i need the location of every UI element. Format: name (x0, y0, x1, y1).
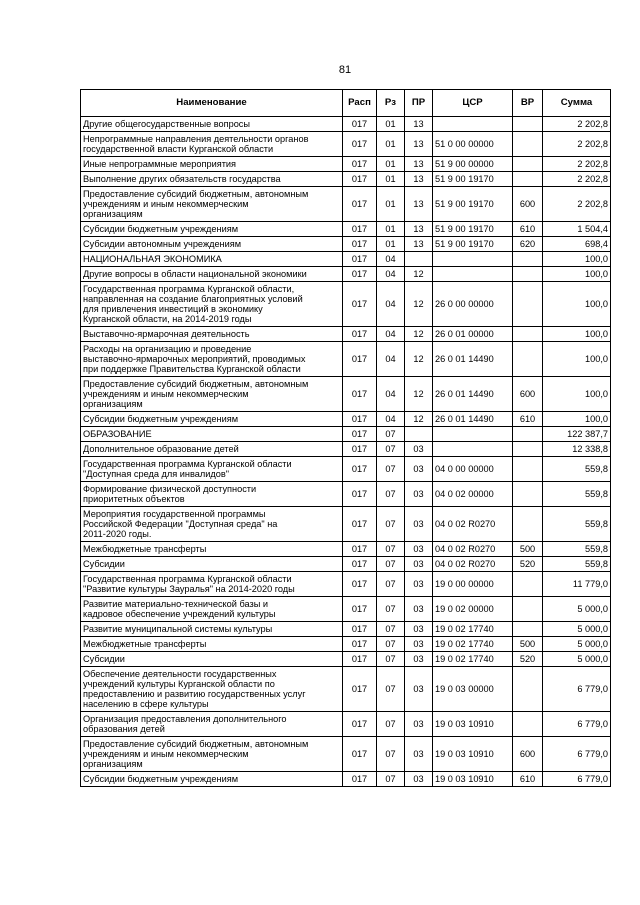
cell-csr (433, 117, 513, 132)
cell-vr (513, 252, 543, 267)
cell-csr: 51 9 00 19170 (433, 172, 513, 187)
cell-csr: 26 0 01 14490 (433, 412, 513, 427)
cell-pr: 03 (405, 667, 433, 712)
cell-rasp: 017 (343, 772, 377, 787)
cell-csr: 51 9 00 19170 (433, 187, 513, 222)
cell-sum: 5 000,0 (543, 652, 611, 667)
table-row (81, 557, 611, 572)
cell-rasp: 017 (343, 282, 377, 327)
cell-rasp: 017 (343, 737, 377, 772)
table-row (81, 572, 611, 597)
cell-name: Расходы на организацию и проведение выставочно-ярмарочных мероприятий, проводимых при поддержке Правительства Курганской области (81, 342, 343, 377)
cell-vr (513, 157, 543, 172)
cell-name: Обеспечение деятельности государственных учреждений культуры Курганской области по предоставлению и развитию государственных услуг населению в сфере культуры (81, 667, 343, 712)
cell-rz: 01 (377, 172, 405, 187)
column-header-name: Наименование (81, 90, 343, 117)
cell-vr: 610 (513, 772, 543, 787)
cell-rasp: 017 (343, 597, 377, 622)
cell-rz: 04 (377, 252, 405, 267)
table-row (81, 482, 611, 507)
table-row (81, 412, 611, 427)
cell-vr (513, 282, 543, 327)
table-row (81, 282, 611, 327)
cell-rasp: 017 (343, 267, 377, 282)
cell-name: Развитие муниципальной системы культуры (81, 622, 343, 637)
table-row (81, 252, 611, 267)
cell-sum: 5 000,0 (543, 597, 611, 622)
cell-csr: 19 0 03 10910 (433, 737, 513, 772)
cell-rasp: 017 (343, 132, 377, 157)
cell-sum: 559,8 (543, 557, 611, 572)
cell-csr: 04 0 02 R0270 (433, 542, 513, 557)
cell-name: Развитие материально-технической базы и кадровое обеспечение учреждений культуры (81, 597, 343, 622)
cell-vr: 600 (513, 377, 543, 412)
cell-pr: 12 (405, 282, 433, 327)
table-row (81, 457, 611, 482)
table-row (81, 377, 611, 412)
cell-sum: 6 779,0 (543, 737, 611, 772)
cell-rz: 07 (377, 482, 405, 507)
cell-rz: 07 (377, 557, 405, 572)
cell-rz: 01 (377, 237, 405, 252)
cell-pr: 13 (405, 222, 433, 237)
cell-vr: 610 (513, 412, 543, 427)
table-body (81, 117, 611, 787)
cell-name: Предоставление субсидий бюджетным, автономным учреждениям и иным некоммерческим организациям (81, 187, 343, 222)
cell-pr: 12 (405, 342, 433, 377)
cell-pr: 12 (405, 412, 433, 427)
cell-sum: 559,8 (543, 457, 611, 482)
cell-name: Формирование физической доступности приоритетных объектов (81, 482, 343, 507)
cell-pr: 03 (405, 557, 433, 572)
cell-rz: 07 (377, 542, 405, 557)
cell-rasp: 017 (343, 237, 377, 252)
cell-rz: 04 (377, 327, 405, 342)
cell-name: Мероприятия государственной программы Российской Федерации "Доступная среда" на 2011-2020 годы. (81, 507, 343, 542)
cell-vr: 600 (513, 187, 543, 222)
cell-sum: 100,0 (543, 252, 611, 267)
cell-rz: 01 (377, 132, 405, 157)
table-row (81, 772, 611, 787)
cell-rz: 04 (377, 412, 405, 427)
cell-vr (513, 457, 543, 482)
table-row (81, 507, 611, 542)
cell-csr (433, 442, 513, 457)
cell-sum: 100,0 (543, 342, 611, 377)
table-row (81, 132, 611, 157)
cell-vr (513, 482, 543, 507)
cell-sum: 5 000,0 (543, 637, 611, 652)
cell-pr (405, 427, 433, 442)
cell-pr: 13 (405, 157, 433, 172)
cell-name: Субсидии (81, 652, 343, 667)
cell-rz: 07 (377, 712, 405, 737)
cell-vr: 500 (513, 637, 543, 652)
cell-rz: 04 (377, 267, 405, 282)
cell-csr: 19 0 02 17740 (433, 652, 513, 667)
cell-vr: 620 (513, 237, 543, 252)
cell-rasp: 017 (343, 637, 377, 652)
table-row (81, 667, 611, 712)
cell-sum: 100,0 (543, 412, 611, 427)
cell-pr: 13 (405, 187, 433, 222)
cell-csr (433, 252, 513, 267)
cell-csr: 19 0 03 10910 (433, 712, 513, 737)
cell-pr: 03 (405, 442, 433, 457)
cell-sum: 2 202,8 (543, 157, 611, 172)
table-row (81, 427, 611, 442)
cell-sum: 2 202,8 (543, 187, 611, 222)
cell-sum: 559,8 (543, 542, 611, 557)
cell-pr: 13 (405, 172, 433, 187)
cell-csr: 26 0 00 00000 (433, 282, 513, 327)
cell-name: Государственная программа Курганской области "Развитие культуры Зауралья" на 2014-2020 годы (81, 572, 343, 597)
cell-name: Межбюджетные трансферты (81, 542, 343, 557)
cell-vr (513, 132, 543, 157)
cell-rz: 07 (377, 622, 405, 637)
cell-name: НАЦИОНАЛЬНАЯ ЭКОНОМИКА (81, 252, 343, 267)
cell-rz: 01 (377, 187, 405, 222)
cell-sum: 100,0 (543, 267, 611, 282)
cell-rasp: 017 (343, 667, 377, 712)
cell-name: Субсидии бюджетным учреждениям (81, 772, 343, 787)
cell-pr (405, 252, 433, 267)
table-row (81, 157, 611, 172)
cell-name: Другие вопросы в области национальной экономики (81, 267, 343, 282)
cell-csr: 04 0 02 R0270 (433, 507, 513, 542)
cell-rz: 04 (377, 377, 405, 412)
cell-csr: 04 0 02 R0270 (433, 557, 513, 572)
cell-sum: 6 779,0 (543, 712, 611, 737)
cell-pr: 03 (405, 482, 433, 507)
cell-vr (513, 622, 543, 637)
cell-pr: 13 (405, 132, 433, 157)
cell-sum: 6 779,0 (543, 772, 611, 787)
cell-vr (513, 712, 543, 737)
cell-pr: 13 (405, 117, 433, 132)
cell-sum: 2 202,8 (543, 172, 611, 187)
cell-name: Выполнение других обязательств государства (81, 172, 343, 187)
cell-rasp: 017 (343, 377, 377, 412)
table-row (81, 172, 611, 187)
cell-vr: 600 (513, 737, 543, 772)
cell-csr: 19 0 00 00000 (433, 572, 513, 597)
cell-csr: 19 0 03 10910 (433, 772, 513, 787)
cell-csr: 51 9 00 19170 (433, 222, 513, 237)
cell-rasp: 017 (343, 187, 377, 222)
table-row (81, 237, 611, 252)
cell-csr: 04 0 00 00000 (433, 457, 513, 482)
cell-sum: 698,4 (543, 237, 611, 252)
cell-rz: 07 (377, 772, 405, 787)
table-row (81, 222, 611, 237)
cell-vr (513, 442, 543, 457)
cell-rz: 07 (377, 572, 405, 597)
cell-vr: 520 (513, 652, 543, 667)
cell-sum: 122 387,7 (543, 427, 611, 442)
cell-rasp: 017 (343, 652, 377, 667)
cell-pr: 03 (405, 572, 433, 597)
column-header-sum: Сумма (543, 90, 611, 117)
table-row (81, 342, 611, 377)
cell-rasp: 017 (343, 442, 377, 457)
cell-rasp: 017 (343, 327, 377, 342)
cell-rz: 01 (377, 157, 405, 172)
table-row (81, 597, 611, 622)
page-number: 81 (338, 64, 352, 76)
cell-csr: 26 0 01 14490 (433, 342, 513, 377)
cell-pr: 03 (405, 597, 433, 622)
cell-rasp: 017 (343, 222, 377, 237)
cell-vr (513, 342, 543, 377)
cell-pr: 03 (405, 622, 433, 637)
cell-vr: 500 (513, 542, 543, 557)
cell-rasp: 017 (343, 172, 377, 187)
table-row (81, 652, 611, 667)
cell-name: Государственная программа Курганской области, направленная на создание благоприятных условий для привлечения инвестиций в экономику Курганской области, на 2014-2019 годы (81, 282, 343, 327)
table-row (81, 442, 611, 457)
cell-vr (513, 507, 543, 542)
cell-rasp: 017 (343, 712, 377, 737)
cell-pr: 12 (405, 267, 433, 282)
table-row (81, 187, 611, 222)
cell-pr: 12 (405, 377, 433, 412)
cell-vr (513, 117, 543, 132)
cell-pr: 03 (405, 712, 433, 737)
cell-rz: 07 (377, 457, 405, 482)
cell-rz: 07 (377, 442, 405, 457)
budget-table (80, 89, 611, 787)
cell-name: Государственная программа Курганской области "Доступная среда для инвалидов" (81, 457, 343, 482)
cell-pr: 03 (405, 637, 433, 652)
cell-rz: 07 (377, 737, 405, 772)
column-header-rz: Рз (377, 90, 405, 117)
cell-name: ОБРАЗОВАНИЕ (81, 427, 343, 442)
cell-csr: 19 0 02 17740 (433, 622, 513, 637)
cell-csr: 26 0 01 00000 (433, 327, 513, 342)
cell-rasp: 017 (343, 412, 377, 427)
cell-rz: 07 (377, 597, 405, 622)
cell-rasp: 017 (343, 457, 377, 482)
cell-pr: 03 (405, 772, 433, 787)
cell-pr: 03 (405, 507, 433, 542)
cell-csr: 51 0 00 00000 (433, 132, 513, 157)
table-row (81, 267, 611, 282)
table-row (81, 117, 611, 132)
cell-name: Субсидии (81, 557, 343, 572)
cell-rasp: 017 (343, 542, 377, 557)
cell-rasp: 017 (343, 252, 377, 267)
cell-rz: 04 (377, 282, 405, 327)
cell-csr: 04 0 02 00000 (433, 482, 513, 507)
cell-csr: 19 0 02 00000 (433, 597, 513, 622)
cell-csr: 26 0 01 14490 (433, 377, 513, 412)
cell-name: Дополнительное образование детей (81, 442, 343, 457)
cell-vr (513, 172, 543, 187)
cell-sum: 1 504,4 (543, 222, 611, 237)
cell-vr (513, 597, 543, 622)
cell-rz: 07 (377, 637, 405, 652)
cell-sum: 2 202,8 (543, 132, 611, 157)
cell-name: Субсидии автономным учреждениям (81, 237, 343, 252)
table-row (81, 637, 611, 652)
cell-rasp: 017 (343, 507, 377, 542)
cell-rz: 07 (377, 507, 405, 542)
cell-name: Иные непрограммные мероприятия (81, 157, 343, 172)
cell-rasp: 017 (343, 482, 377, 507)
cell-vr (513, 327, 543, 342)
cell-sum: 6 779,0 (543, 667, 611, 712)
column-header-pr: ПР (405, 90, 433, 117)
cell-rasp: 017 (343, 157, 377, 172)
cell-pr: 03 (405, 457, 433, 482)
cell-rasp: 017 (343, 117, 377, 132)
cell-name: Предоставление субсидий бюджетным, автономным учреждениям и иным некоммерческим организациям (81, 737, 343, 772)
cell-sum: 100,0 (543, 282, 611, 327)
cell-vr (513, 427, 543, 442)
column-header-rasp: Расп (343, 90, 377, 117)
column-header-csr: ЦСР (433, 90, 513, 117)
cell-sum: 100,0 (543, 327, 611, 342)
cell-vr (513, 572, 543, 597)
cell-rasp: 017 (343, 427, 377, 442)
cell-rasp: 017 (343, 622, 377, 637)
table-row (81, 712, 611, 737)
cell-sum: 2 202,8 (543, 117, 611, 132)
cell-name: Субсидии бюджетным учреждениям (81, 412, 343, 427)
cell-rz: 01 (377, 117, 405, 132)
table-row (81, 622, 611, 637)
cell-name: Предоставление субсидий бюджетным, автономным учреждениям и иным некоммерческим организациям (81, 377, 343, 412)
cell-vr: 610 (513, 222, 543, 237)
table-header-row (81, 90, 611, 117)
cell-pr: 12 (405, 327, 433, 342)
table-row (81, 327, 611, 342)
cell-csr (433, 267, 513, 282)
cell-name: Непрограммные направления деятельности органов государственной власти Курганской области (81, 132, 343, 157)
cell-csr: 51 9 00 00000 (433, 157, 513, 172)
cell-sum: 12 338,8 (543, 442, 611, 457)
cell-csr: 51 9 00 19170 (433, 237, 513, 252)
cell-vr (513, 667, 543, 712)
cell-rz: 07 (377, 667, 405, 712)
cell-sum: 559,8 (543, 482, 611, 507)
table-row (81, 542, 611, 557)
cell-name: Субсидии бюджетным учреждениям (81, 222, 343, 237)
cell-rasp: 017 (343, 557, 377, 572)
cell-vr (513, 267, 543, 282)
cell-rz: 07 (377, 652, 405, 667)
cell-rz: 01 (377, 222, 405, 237)
cell-sum: 5 000,0 (543, 622, 611, 637)
cell-rz: 07 (377, 427, 405, 442)
cell-pr: 03 (405, 737, 433, 772)
cell-name: Другие общегосударственные вопросы (81, 117, 343, 132)
cell-sum: 11 779,0 (543, 572, 611, 597)
cell-name: Организация предоставления дополнительного образования детей (81, 712, 343, 737)
cell-csr: 19 0 03 00000 (433, 667, 513, 712)
cell-sum: 559,8 (543, 507, 611, 542)
cell-sum: 100,0 (543, 377, 611, 412)
cell-csr: 19 0 02 17740 (433, 637, 513, 652)
column-header-vr: ВР (513, 90, 543, 117)
cell-rz: 04 (377, 342, 405, 377)
cell-name: Межбюджетные трансферты (81, 637, 343, 652)
cell-pr: 03 (405, 542, 433, 557)
table-row (81, 737, 611, 772)
cell-csr (433, 427, 513, 442)
cell-vr: 520 (513, 557, 543, 572)
cell-rasp: 017 (343, 342, 377, 377)
cell-name: Выставочно-ярмарочная деятельность (81, 327, 343, 342)
cell-pr: 03 (405, 652, 433, 667)
cell-pr: 13 (405, 237, 433, 252)
cell-rasp: 017 (343, 572, 377, 597)
